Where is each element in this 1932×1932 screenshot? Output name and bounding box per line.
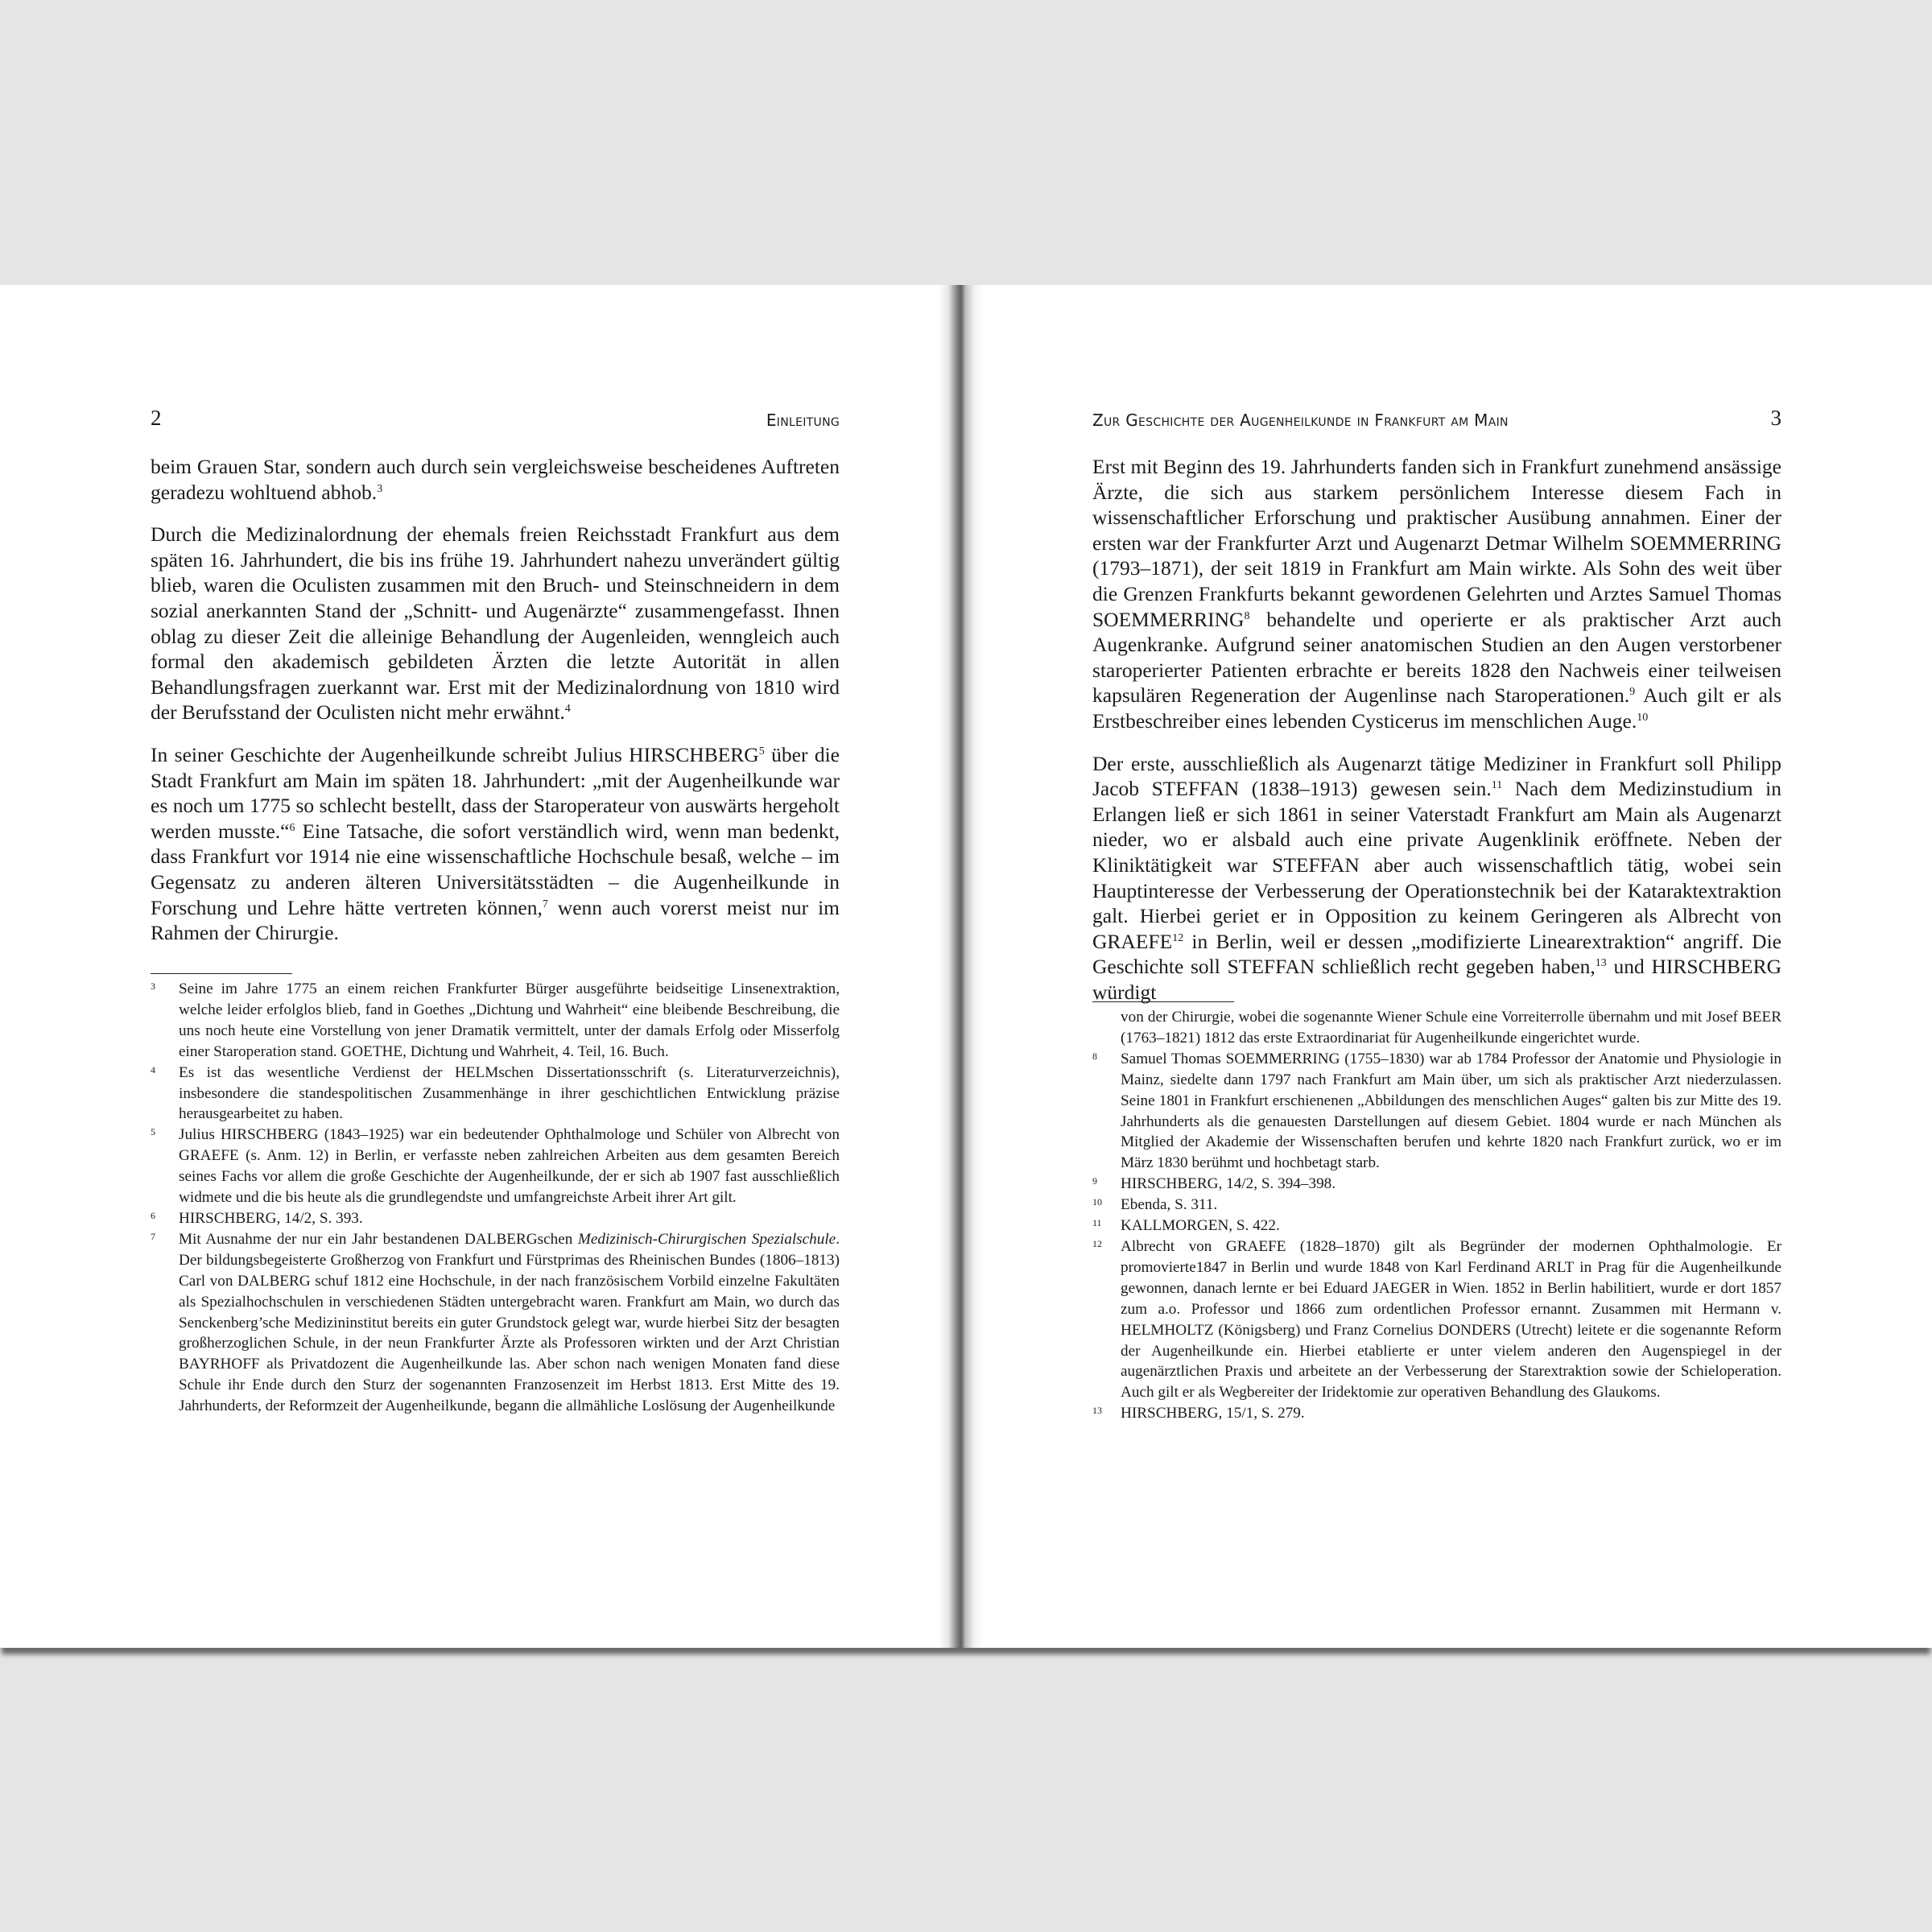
paragraph: Erst mit Beginn des 19. Jahrhunderts fanden sich in Frankfurt zunehmend ansässige Ärzte, die sich aus starkem persönlichem Interesse diesem Fach in wissenschaftlicher Erforschung und praktischer Ausübung annahmen. Einer der ersten war der Frankfurter Arzt und Augenarzt Detmar Wilhelm SOEMMERRING (1793–1871), der seit 1819 in Frankfurt am Main wirkte. Als Sohn des weit über die Grenzen Frankfurts bekannt gewordenen Gelehrten und Arztes Samuel Thomas SOEMMERRING$^8$ behandelte und operierte er als praktischer Arzt auch Augenkranke. Aufgrund seiner anatomischen Studien an den Augen verstorbener staroperierter Patienten erbrachte er bereits 1828 den Nachweis einer teilweisen kapsulären Regeneration der Augenlinse nach Staroperationen.$^9$ Auch gilt er als Erstbeschreiber eines lebenden Cysticerus im menschlichen Auge.$^{10}$ bbox=[1092, 455, 1781, 733]
footnote-continuation: von der Chirurgie, wobei die sogenannte Wiener Schule eine Vorreiterrolle übernahm und mit Josef BEER (1763–1821) 1812 das erste Extraordinariat für Augenheilkunde eingerichtet wurde. bbox=[1121, 1009, 1781, 1046]
footnote-number: 5 bbox=[151, 1126, 155, 1138]
footnote: 9 HIRSCHBERG, 14/2, S. 394–398. bbox=[1092, 1175, 1336, 1193]
footnote-number: 11 bbox=[1092, 1217, 1102, 1229]
footnotes bbox=[1092, 1001, 1781, 1424]
footnote-ref[interactable]: 7 bbox=[542, 898, 548, 910]
footnote-ref[interactable]: 5 bbox=[758, 745, 765, 758]
book-gutter-shadow bbox=[939, 285, 984, 1648]
paragraph: In seiner Geschichte der Augenheilkunde schreibt Julius HIRSCHBERG$^5$ über die Stadt Frankfurt am Main im späten 18. Jahrhundert: „mit der Augenheilkunde war es noch um 1775 so schlecht bestellt, dass der Staroperateur von auswärts hergeholt werden musste.“$^6$ Eine Tatsache, die sofort verständlich wird, wenn man bedenkt, dass Frankfurt vor 1914 nie eine wissenschaftliche Hochschule besaß, welche – im Gegensatz zu anderen älteren Universitätsstädten – die Augenheilkunde in Forschung und Lehre hätte vertreten können,$^7$ wenn auch vorerst meist nur im Rahmen der Chirurgie. bbox=[151, 742, 840, 945]
footnote: 11 KALLMORGEN, S. 422. bbox=[1092, 1217, 1280, 1235]
footnotes bbox=[151, 973, 840, 1417]
book-spread bbox=[0, 285, 1932, 1648]
footnote-number: 4 bbox=[151, 1063, 155, 1075]
right-page bbox=[1092, 285, 1781, 1648]
running-header bbox=[1092, 406, 1781, 438]
footnote-ref[interactable]: 8 bbox=[1244, 609, 1250, 622]
footnote-ref[interactable]: 13 bbox=[1595, 957, 1607, 970]
footnote-ref[interactable]: 9 bbox=[1629, 686, 1636, 699]
footnote-ref[interactable]: 3 bbox=[377, 482, 383, 495]
footnote: 4 Es ist das wesentliche Verdienst der HELMschen Dissertationsschrift (s. Literaturverzeichnis), insbesondere die standespolitischen Zusammenhänge in ihrer geschichtlichen Entwicklung präzise herausgearbeitet zu haben. bbox=[151, 1063, 840, 1123]
footnote-number: 6 bbox=[151, 1209, 155, 1221]
footnote-ref[interactable]: 12 bbox=[1172, 931, 1184, 944]
footnote-number: 9 bbox=[1092, 1175, 1097, 1187]
footnote-number: 12 bbox=[1092, 1237, 1102, 1249]
paragraph: beim Grauen Star, sondern auch durch sein vergleichsweise bescheidenes Auftreten geradezu wohltuend abhob.$^3$ bbox=[151, 455, 840, 504]
footnote-number: 10 bbox=[1092, 1196, 1102, 1208]
footnote-number: 7 bbox=[151, 1230, 155, 1242]
footnote: 13 HIRSCHBERG, 15/1, S. 279. bbox=[1092, 1405, 1305, 1422]
footnote-number: 3 bbox=[151, 980, 155, 992]
running-header bbox=[151, 406, 840, 438]
footnote-ref[interactable]: 11 bbox=[1491, 779, 1503, 792]
paragraph: Durch die Medizinalordnung der ehemals freien Reichsstadt Frankfurt aus dem späten 16. Jahrhundert, die bis ins frühe 19. Jahrhundert nahezu unverändert gültig blieb, waren die Oculisten zusammen mit den Bruch- und Steinschneidern in dem sozial anerkannten Stand der „Schnitt- und Augenärzte“ zusammengefasst. Ihnen oblag zu dieser Zeit die alleinige Behandlung der Augenleiden, wenngleich auch formal den akademisch gebildeten Ärzten die letzte Autorität in allen Behandlungsfragen zuerkannt war. Erst mit der Medizinalordnung von 1810 wird der Berufsstand der Oculisten nicht mehr erwähnt.$^4$ bbox=[151, 522, 840, 724]
footnote-number: 8 bbox=[1092, 1050, 1097, 1062]
running-head-title: Zur Geschichte der Augenheilkunde in Frankfurt am Main bbox=[1092, 411, 1509, 430]
footnote-ref[interactable]: 4 bbox=[564, 703, 571, 716]
footnote: 7 Mit Ausnahme der nur ein Jahr bestandenen DALBERGschen Medizinisch-Chirurgischen Spezialschule. Der bildungsbegeisterte Großherzog von Frankfurt und Fürstprimas des Rheinischen Bundes (1806–1813) Carl von DALBERG schuf 1812 eine Hochschule, in der nach französischem Vorbild einzelne Fakultäten als Spezialhochschulen in verschiedenen Städten untergebracht waren. Frankfurt am Main, wo durch das Senckenberg’sche Medizininstitut bereits ein guter Grundstock gelegt war, wurde hierbei Sitz der besagten großherzoglichen Schule, in der neun Frankfurter Ärzte als Professoren wirkten und der Arzt Christian BAYRHOFF als Privatdozent die Augenheilkunde las. Aber schon nach wenigen Monaten fand diese Schule ihr Ende durch den Sturz der sogenannten Franzosenzeit im Herbst 1813. Erst Mitte des 19. Jahrhunderts, der Reformzeit der Augenheilkunde, begann die allmähliche Loslösung der Augenheilkunde bbox=[151, 1230, 840, 1415]
page-number: 3 bbox=[1770, 406, 1781, 430]
footnote-ref[interactable]: 10 bbox=[1637, 711, 1649, 724]
body-text bbox=[1092, 454, 1781, 1022]
footnote-divider bbox=[151, 973, 292, 974]
footnote: 12 Albrecht von GRAEFE (1828–1870) gilt als Begründer der modernen Ophthalmologie. Er promovierte1847 in Berlin und wurde 1848 von Karl Ferdinand ARLT in Prag für die Augenheilkunde gewonnen, danach lernte er bei Eduard JAEGER in Wien. 1852 in Berlin habilitiert, wurde er dort 1857 zum a.o. Professor und 1866 zum ordentlichen Professor ernannt. Zusammen mit Hermann v. HELMHOLTZ (Königsberg) und Franz Cornelius DONDERS (Utrecht) leitete er die sogenannte Reform der Augenheilkunde ein. Hierbei etablierte er unter vielem anderen den Augenspiegel in der augenärztlichen Praxis und arbeitete an der Verbesserung der Starextraktion sowie der Schieloperation. Auch gilt er als Wegbereiter der Iridektomie zur operativen Behandlung des Glaukoms. bbox=[1092, 1237, 1781, 1402]
footnote-number: 13 bbox=[1092, 1405, 1102, 1417]
left-page bbox=[151, 285, 840, 1648]
footnote: 5 Julius HIRSCHBERG (1843–1925) war ein bedeutender Ophthalmologe und Schüler von Albrecht von GRAEFE (s. Anm. 12) in Berlin, er verfasste neben zahlreichen Arbeiten aus dem gesamten Bereich seines Fachs vor allem die große Geschichte der Augenheilkunde, der er sich ab 1907 fast ausschließlich widmete und die bis heute als die grundlegendste und umfangreichste Arbeit ihrer Art gilt. bbox=[151, 1126, 840, 1207]
footnote: 3 Seine im Jahre 1775 an einem reichen Frankfurter Bürger ausgeführte beidseitige Linsenextraktion, welche leider erfolglos blieb, fand in Goethes „Dichtung und Wahrheit“ eine bleibende Beschreibung, die uns noch heute eine Vorstellung von jener Dramatik vermittelt, unter der damals Erfolg oder Misserfolg einer Staroperation stand. GOETHE, Dichtung und Wahrheit, 4. Teil, 16. Buch. bbox=[151, 980, 840, 1060]
footnote-divider bbox=[1092, 1001, 1234, 1002]
footnote-ref[interactable]: 6 bbox=[289, 821, 295, 834]
footnote: 6 HIRSCHBERG, 14/2, S. 393. bbox=[151, 1209, 363, 1227]
body-text bbox=[151, 454, 840, 963]
footnote: 8 Samuel Thomas SOEMMERRING (1755–1830) war ab 1784 Professor der Anatomie und Physiologie in Mainz, siedelte dann 1797 nach Frankfurt am Main über, um sich als praktischer Arzt niederzulassen. Seine 1801 in Frankfurt erschienenen „Abbildungen des menschlichen Auges“ galten bis zur Mitte des 19. Jahrhunderts als die genauesten Darstellungen auf diesem Gebiet. 1804 wurde er nach München als Mitglied der Akademie der Wissenschaften berufen und kehrte 1820 nach Frankfurt zurück, wo er im März 1830 berühmt und hochbetagt starb. bbox=[1092, 1050, 1781, 1172]
paragraph: Der erste, ausschließlich als Augenarzt tätige Mediziner in Frankfurt soll Philipp Jacob STEFFAN (1838–1913) gewesen sein.$^{11}$ Nach dem Medizinstudium in Erlangen ließ er sich 1861 in seiner Vaterstadt Frankfurt am Main als Augenarzt nieder, wo er alsbald auch eine private Augenklinik eröffnete. Neben der Kliniktätigkeit war STEFFAN aber auch wissenschaftlich tätig, wobei sein Hauptinteresse der Verbesserung der Operationstechnik bei der Kataraktextraktion galt. Hierbei geriet er in Opposition zu keinem Geringeren als Albrecht von GRAEFE$^{12}$ in Berlin, weil er dessen „modifizierte Linearextraktion“ angriff. Die Geschichte soll STEFFAN schließlich recht gegeben haben,$^{13}$ und HIRSCHBERG würdigt bbox=[1092, 751, 1781, 1004]
running-head-title: Einleitung bbox=[766, 411, 840, 430]
footnote: 10 Ebenda, S. 311. bbox=[1092, 1196, 1218, 1214]
page-number: 2 bbox=[151, 406, 162, 430]
